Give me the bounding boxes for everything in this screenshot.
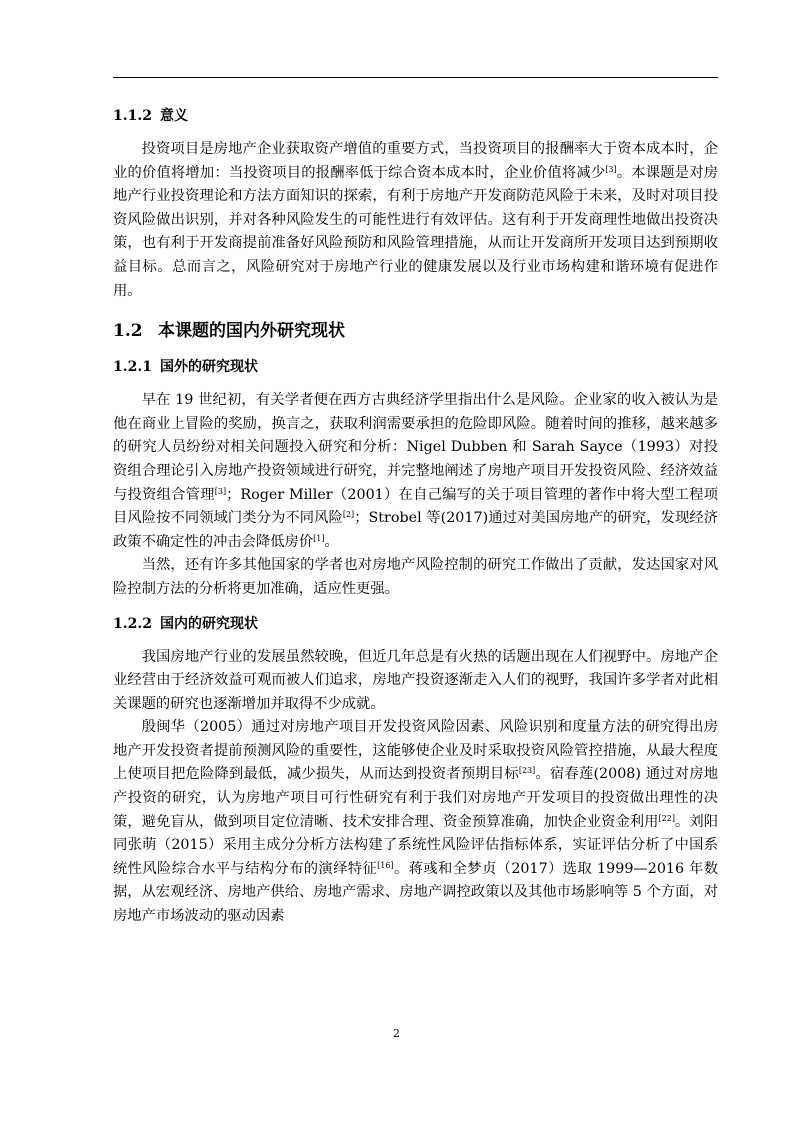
text-run: 。本课题是对房地产行业投资理论和方法方面知识的探索，有利于房地产开发商防范风险于未来，及时对项目投资风险做出识别，并对各种风险发生的可能性进行有效评估。这有利于开发商理性地做出投资决策，也有利于开发商提前准备好风险预防和风险管理措施，从而让开发商所开发项目达到预期收益目标。总而言之，风险研究对于房地产行业的健康发展以及行业市场构建和谐环境有促进作用。 bbox=[113, 164, 718, 299]
citation-ref: [3] bbox=[214, 486, 227, 496]
text-run: ；Strobel 等(2017)通过对美国房地产的研究，发现经济政策不确定性的冲击会降低房价 bbox=[113, 510, 719, 550]
header-rule bbox=[113, 77, 718, 78]
heading-number: 1.1.2 bbox=[113, 108, 152, 124]
citation-ref: [1] bbox=[313, 533, 325, 543]
citation-ref: [2] bbox=[342, 510, 355, 520]
paragraph-domestic-research bbox=[113, 716, 718, 928]
heading-1-2 bbox=[113, 317, 718, 345]
citation-ref: [22] bbox=[658, 813, 675, 823]
citation-ref: [3] bbox=[605, 164, 617, 174]
text-run: 早在 19 世纪初，有关学者便在西方古典经济学里指出什么是风险。企业家的收入被认为是他在商业上冒险的奖励，换言之，获取利润需要承担的危险即风险。随着时间的推移，越来越多的研究人员纷纷对相关问题投入研究和分析：Nigel Dubben 和 Sarah Sayce（1993）对投资组合理论引入房地产投资领域进行研究，并完整地阐述了房地产项目开发投资风险、经济效益与投资组合管理 bbox=[113, 392, 718, 503]
citation-ref: [23] bbox=[518, 766, 536, 776]
text-run: 。 bbox=[324, 533, 339, 550]
heading-number: 1.2 bbox=[113, 321, 143, 342]
page-number: 2 bbox=[393, 1027, 400, 1040]
paragraph-domestic-intro: 我国房地产行业的发展虽然较晚，但近几年总是有火热的话题出现在人们视野中。房地产企业经营由于经济效益可观而被人们追求，房地产投资逐渐走入人们的视野，我国许多学者对此相关课题的研究也逐渐增加并取得不少成就。 bbox=[113, 648, 718, 712]
citation-ref: [16] bbox=[377, 860, 394, 870]
heading-title: 本课题的国内外研究现状 bbox=[158, 321, 345, 342]
heading-title: 国外的研究现状 bbox=[160, 359, 258, 376]
heading-1-2-1 bbox=[113, 355, 718, 379]
text-run: 。刘阳同张萌（2015）采用主成分分析方法构建了系统性风险评估指标体系，实证评估分析了中国系统性风险综合水平与结构分布的演绎特征 bbox=[113, 813, 719, 877]
page-content bbox=[113, 104, 718, 929]
paragraph-foreign-research bbox=[113, 389, 718, 554]
text-run: ；Roger Miller（2001）在自己编写的关于项目管理的著作中将大型工程项目风险按不同领域门类分为不同风险 bbox=[113, 486, 719, 527]
heading-number: 1.2.2 bbox=[113, 615, 152, 632]
heading-number: 1.2.1 bbox=[113, 359, 152, 376]
text-run: 。宿春莲(2008) 通过对房地产投资的研究，认为房地产项目可行性研究有利于我们对房地产开发项目的投资做出理性的决策，避免盲从，做到项目定位清晰、技术安排合理、资金预算准确，加快企业资金利用 bbox=[113, 766, 718, 830]
text-run: 投资项目是房地产企业获取资产增值的重要方式，当投资项目的报酬率大于资本成本时，企业的价值将增加：当投资项目的报酬率低于综合资本成本时，企业价值将减少 bbox=[113, 141, 718, 181]
text-run: 。蒋彧和全梦贞（2017）选取 1999—2016 年数据，从宏观经济、房地产供给、房地产需求、房地产调控政策以及其他市场影响等 5 个方面，对房地产市场波动的驱动因素 bbox=[113, 860, 718, 925]
heading-title: 国内的研究现状 bbox=[160, 615, 258, 632]
heading-title: 意义 bbox=[160, 108, 188, 124]
heading-1-1-2 bbox=[113, 104, 718, 128]
paragraph-significance bbox=[113, 138, 718, 303]
paragraph-foreign-contribution: 当然，还有许多其他国家的学者也对房地产风险控制的研究工作做出了贡献，发达国家对风险控制方法的分析将更加准确，适应性更强。 bbox=[113, 557, 718, 597]
text-run: 殷闽华（2005）通过对房地产项目开发投资风险因素、风险识别和度量方法的研究得出房地产开发投资者提前预测风险的重要性，这能够使企业及时采取投资风险管控措施，从最大程度上使项目把危险降到最低，减少损失，从而达到投资者预期目标 bbox=[113, 719, 718, 783]
heading-1-2-2 bbox=[113, 612, 718, 636]
